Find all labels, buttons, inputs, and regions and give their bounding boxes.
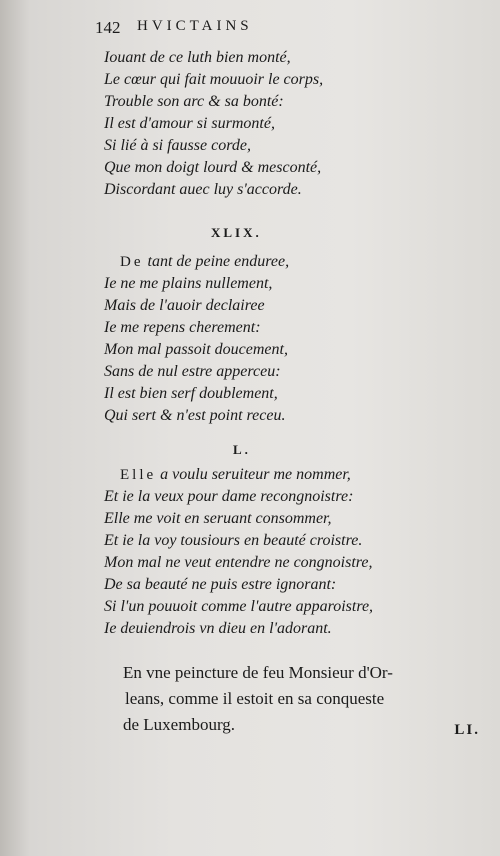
poem-number: XLIX. [211,225,262,240]
catchword: LI. [454,722,480,738]
verse-line: Il est bien serf doublement, [104,385,278,402]
verse-line: Il est d'amour si surmonté, [104,115,275,132]
verse-line: Mon mal ne veut entendre ne congnoistre, [104,554,373,571]
verse-line: Qui sert & n'est point receu. [104,407,286,424]
verse-line: Que mon doigt lourd & mesconté, [104,159,322,176]
verse-line-rest: tant de peine enduree, [143,253,290,270]
verse-line-rest: a voulu seruiteur me nommer, [156,466,351,483]
page-number: 142 [95,18,121,37]
verse-line: Mais de l'auoir declairee [104,297,265,314]
verse-line: Le cœur qui fait mouuoir le corps, [104,71,324,88]
verse-line: Ie deuiendrois vn dieu en l'adorant. [104,620,332,637]
poem-number: L. [233,442,251,457]
verse-line: Sans de nul estre apperceu: [104,363,281,380]
caption-line: En vne peincture de feu Monsieur d'Or- [123,663,393,682]
verse-line: Si l'un pouuoit comme l'autre apparoistre, [104,598,374,615]
verse-line: Trouble son arc & sa bonté: [104,93,284,110]
stanza-1 [104,47,404,201]
initial-word: Elle [120,467,157,483]
verse-line: De sa beauté ne puis estre ignorant: [104,576,337,593]
verse-line: Si lié à si fausse corde, [104,137,251,154]
caption-line: leans, comme il estoit en sa conqueste [125,689,385,708]
caption-line: de Luxembourg. [123,715,236,734]
poem-caption [123,660,493,738]
verse-line: Discordant auec luy s'accorde. [104,181,302,198]
verse-line [104,464,404,486]
stanza-3 [104,464,404,640]
verse-line: Mon mal passoit doucement, [104,341,288,358]
verse-line: Et ie la veux pour dame recongnoistre: [104,488,354,505]
running-title: HVICTAINS [137,18,253,34]
verse-line: Ie me repens cherement: [104,319,261,336]
stanza-2 [104,251,404,427]
verse-line: Et ie la voy tousiours en beauté croistre. [104,532,363,549]
verse-line: Ie ne me plains nullement, [104,275,273,292]
verse-line: Elle me voit en seruant consommer, [104,510,332,527]
verse-line: Iouant de ce luth bien monté, [104,49,291,66]
verse-line [104,251,404,273]
initial-word: De [120,254,144,270]
